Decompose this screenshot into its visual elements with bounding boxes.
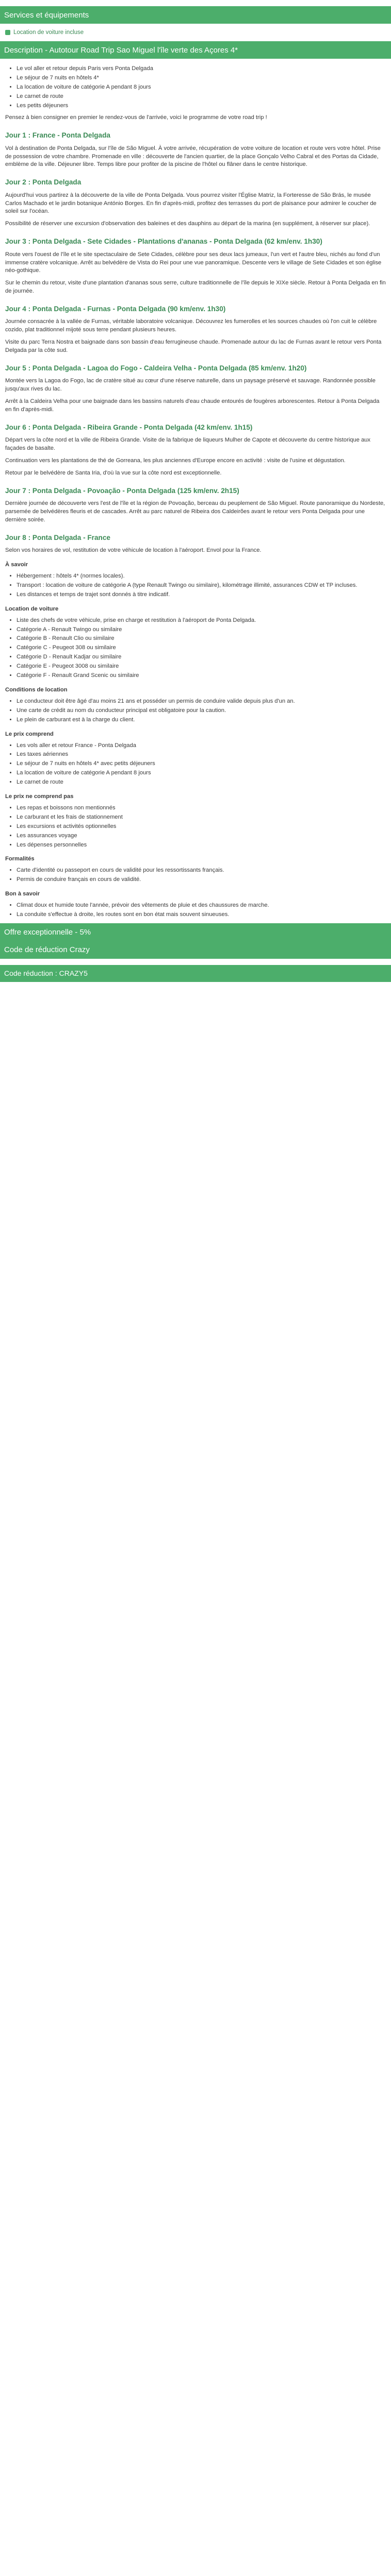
info-title: Le prix comprend — [5, 731, 54, 737]
day-heading: Jour 6 : Ponta Delgada - Ribeira Grande - Ponta Delgada (42 km/env. 1h15) — [5, 423, 253, 431]
description-block — [0, 59, 391, 919]
day-6 — [5, 422, 386, 478]
info-line: • Catégorie E - Peugeot 3008 ou similaire — [17, 663, 386, 671]
day-heading: Jour 8 : Ponta Delgada - France — [5, 533, 110, 541]
day-paragraph: Montée vers la Lagoa do Fogo, lac de cratère situé au cœur d'une réserve naturelle, dans un paysage préservé et sauvage. Randonnée possible jusqu'aux rives du lac. — [5, 378, 376, 393]
bullet: • Le carnet de route — [17, 93, 386, 101]
promo-code[interactable]: Code réduction : CRAZY5 — [0, 965, 391, 982]
info-list — [5, 867, 386, 884]
offer-header: Offre exceptionnelle - 5% — [0, 923, 391, 941]
info-title: Conditions de location — [5, 686, 68, 693]
info-line: • Le conducteur doit être âgé d'au moins 21 ans et posséder un permis de conduire valide depuis plus d'un an. — [17, 698, 386, 706]
info-list — [5, 572, 386, 599]
day-paragraph: Continuation vers les plantations de thé de Gorreana, les plus anciennes d'Europe encore en activité : visite de l'usine et dégustation. — [5, 457, 346, 464]
bullet: • Les petits déjeuners — [17, 102, 386, 110]
day-heading: Jour 4 : Ponta Delgada - Furnas - Ponta Delgada (90 km/env. 1h30) — [5, 305, 226, 313]
info-line: • Transport : location de voiture de catégorie A (type Renault Twingo ou similaire), kilométrage illimité, assurances CDW et TP incluses. — [17, 582, 386, 590]
info-title: Location de voiture — [5, 605, 59, 612]
day-paragraph: Visite du parc Terra Nostra et baignade dans son bassin d'eau ferrugineuse chaude. Promenade autour du lac de Furnas avant le retour vers Ponta Delgada par la côte sud. — [5, 339, 382, 354]
car-icon — [5, 30, 10, 35]
info-title: Le prix ne comprend pas — [5, 793, 74, 800]
day-paragraph: Route vers l'ouest de l'île et le site spectaculaire de Sete Cidades, célèbre pour ses deux lacs jumeaux, l'un vert et l'autre bleu, nichés au fond d'un immense cratère volcanique. Arrêt au belvédère de Vista do Rei pour une vue panoramique. Descente vers le village de Sete Cidades et son église néo-gothique. — [5, 251, 382, 274]
info-line: • Le carnet de route — [17, 778, 386, 787]
day-heading: Jour 3 : Ponta Delgada - Sete Cidades - Plantations d'ananas - Ponta Delgada (62 km/env. 1h30) — [5, 238, 322, 246]
day-heading: Jour 2 : Ponta Delgada — [5, 178, 82, 187]
info-title: À savoir — [5, 562, 28, 568]
info-a-savoir — [5, 561, 386, 599]
info-line: • Carte d'identité ou passeport en cours de validité pour les ressortissants français. — [17, 867, 386, 875]
code-header: Code de réduction Crazy — [0, 941, 391, 958]
info-title: Formalités — [5, 856, 35, 862]
day-3 — [5, 236, 386, 296]
description-intro: Pensez à bien consigner en premier le rendez-vous de l'arrivée, voici le programme de votre road trip ! — [5, 114, 267, 121]
info-line: • Les vols aller et retour France - Ponta Delgada — [17, 742, 386, 750]
day-heading: Jour 7 : Ponta Delgada - Povoação - Ponta Delgada (125 km/env. 2h15) — [5, 486, 239, 495]
info-line: • Les excursions et activités optionnelles — [17, 823, 386, 831]
day-heading: Jour 1 : France - Ponta Delgada — [5, 131, 110, 140]
description-bullets — [5, 65, 386, 110]
day-7 — [5, 486, 386, 524]
info-line: • Les distances et temps de trajet sont donnés à titre indicatif. — [17, 591, 386, 599]
info-line: • Catégorie D - Renault Kadjar ou similaire — [17, 653, 386, 662]
info-conditions — [5, 686, 386, 724]
info-line: • Hébergement : hôtels 4* (normes locales). — [17, 572, 386, 581]
info-list — [5, 804, 386, 850]
info-list — [5, 617, 386, 680]
info-location — [5, 605, 386, 680]
info-line: • La conduite s'effectue à droite, les routes sont en bon état mais souvent sinueuses. — [17, 911, 386, 919]
info-line: • La location de voiture de catégorie A pendant 8 jours — [17, 769, 386, 777]
day-paragraph: Sur le chemin du retour, visite d'une plantation d'ananas sous serre, culture traditionnelle de l'île depuis le XIXe siècle. Retour à Ponta Delgada en fin de journée. — [5, 280, 386, 295]
info-line: • Catégorie A - Renault Twingo ou similaire — [17, 626, 386, 634]
day-paragraph: Selon vos horaires de vol, restitution de votre véhicule de location à l'aéroport. Envol pour la France. — [5, 547, 262, 554]
bullet: • La location de voiture de catégorie A pendant 8 jours — [17, 83, 386, 92]
info-line: • Le plein de carburant est à la charge du client. — [17, 716, 386, 724]
day-paragraph: Départ vers la côte nord et la ville de Ribeira Grande. Visite de la fabrique de liqueurs Mulher de Capote et découverte du centre historique aux façades de basalte. — [5, 437, 371, 452]
day-paragraph: Possibilité de réserver une excursion d'observation des baleines et des dauphins au départ de la marina (en supplément, à réserver sur place). — [5, 221, 370, 227]
info-line: • Climat doux et humide toute l'année, prévoir des vêtements de pluie et des chaussures de marche. — [17, 902, 386, 910]
bullet: • Le vol aller et retour depuis Paris vers Ponta Delgada — [17, 65, 386, 73]
info-line: • Les taxes aériennes — [17, 751, 386, 759]
day-paragraph: Journée consacrée à la vallée de Furnas, véritable laboratoire volcanique. Découvrez les fumerolles et les sources chaudes où l'on cuit le célèbre cozido, plat traditionnel mijoté sous terre pendant plusieurs heures. — [5, 318, 377, 333]
info-line: • Liste des chefs de votre véhicule, prise en charge et restitution à l'aéroport de Ponta Delgada. — [17, 617, 386, 625]
day-5 — [5, 363, 386, 414]
info-list — [5, 742, 386, 787]
day-paragraph: Aujourd'hui vous partirez à la découverte de la ville de Ponta Delgada. Vous pourrez visiter l'Église Matriz, la Forteresse de São Brás, le musée Carlos Machado et le jardin botanique António Borges. En fin d'après-midi, profitez des terrasses du port de plaisance pour admirer le coucher de soleil sur l'océan. — [5, 192, 377, 215]
info-line: • Le séjour de 7 nuits en hôtels 4* avec petits déjeuners — [17, 760, 386, 768]
day-2 — [5, 177, 386, 228]
info-line: • Catégorie F - Renault Grand Scenic ou similaire — [17, 672, 386, 680]
day-paragraph: Retour par le belvédère de Santa Iria, d'où la vue sur la côte nord est exceptionnelle. — [5, 469, 222, 476]
services-line — [0, 24, 391, 41]
info-list — [5, 902, 386, 919]
description-header: Description - Autotour Road Trip Sao Miguel l'île verte des Açores 4* — [0, 41, 391, 59]
day-paragraph: Arrêt à la Caldeira Velha pour une baignade dans les bassins naturels d'eau chaude entourés de fougères arborescentes. Retour à Ponta Delgada en fin d'après-midi. — [5, 398, 380, 413]
day-1 — [5, 130, 386, 169]
page — [0, 6, 391, 982]
info-list — [5, 698, 386, 724]
info-line: • Catégorie B - Renault Clio ou similaire — [17, 635, 386, 643]
info-title: Bon à savoir — [5, 891, 40, 897]
info-line: • Les repas et boissons non mentionnés — [17, 804, 386, 812]
day-paragraph: Dernière journée de découverte vers l'est de l'île et la région de Povoação, berceau du peuplement de São Miguel. Route panoramique du Nordeste, parsemée de belvédères fleuris et de cascades. Arrêt au parc naturel de Ribeira dos Caldeirões avant le retour vers Ponta Delgada pour une dernière soirée. — [5, 500, 385, 523]
info-bon-a-savoir — [5, 890, 386, 919]
info-line: • Les assurances voyage — [17, 832, 386, 840]
info-line: • Une carte de crédit au nom du conducteur principal est obligatoire pour la caution. — [17, 707, 386, 715]
bullet: • Le séjour de 7 nuits en hôtels 4* — [17, 74, 386, 82]
day-heading: Jour 5 : Ponta Delgada - Lagoa do Fogo - Caldeira Velha - Ponta Delgada (85 km/env. 1h20) — [5, 364, 307, 372]
info-line: • Le carburant et les frais de stationnement — [17, 814, 386, 822]
info-comprend — [5, 731, 386, 787]
services-header: Services et équipements — [0, 6, 391, 24]
info-line: • Les dépenses personnelles — [17, 841, 386, 850]
day-8 — [5, 533, 386, 555]
info-line: • Catégorie C - Peugeot 308 ou similaire — [17, 644, 386, 652]
info-formalites — [5, 855, 386, 884]
day-4 — [5, 304, 386, 355]
location-label: Location de voiture incluse — [13, 29, 84, 36]
day-paragraph: Vol à destination de Ponta Delgada, sur l'île de São Miguel. À votre arrivée, récupération de votre voiture de location et route vers votre hôtel. Prise de possession de votre chambre. Promenade en ville : découverte de l'ancien quartier, de la place Gonçalo Velho Cabral et des Portas da Cidade, emblème de la ville. Déjeuner libre. Temps libre pour profiter de la piscine de l'hôtel ou flâner dans le centre historique. — [5, 145, 381, 168]
info-line: • Permis de conduire français en cours de validité. — [17, 876, 386, 884]
info-ne-comprend-pas — [5, 793, 386, 849]
